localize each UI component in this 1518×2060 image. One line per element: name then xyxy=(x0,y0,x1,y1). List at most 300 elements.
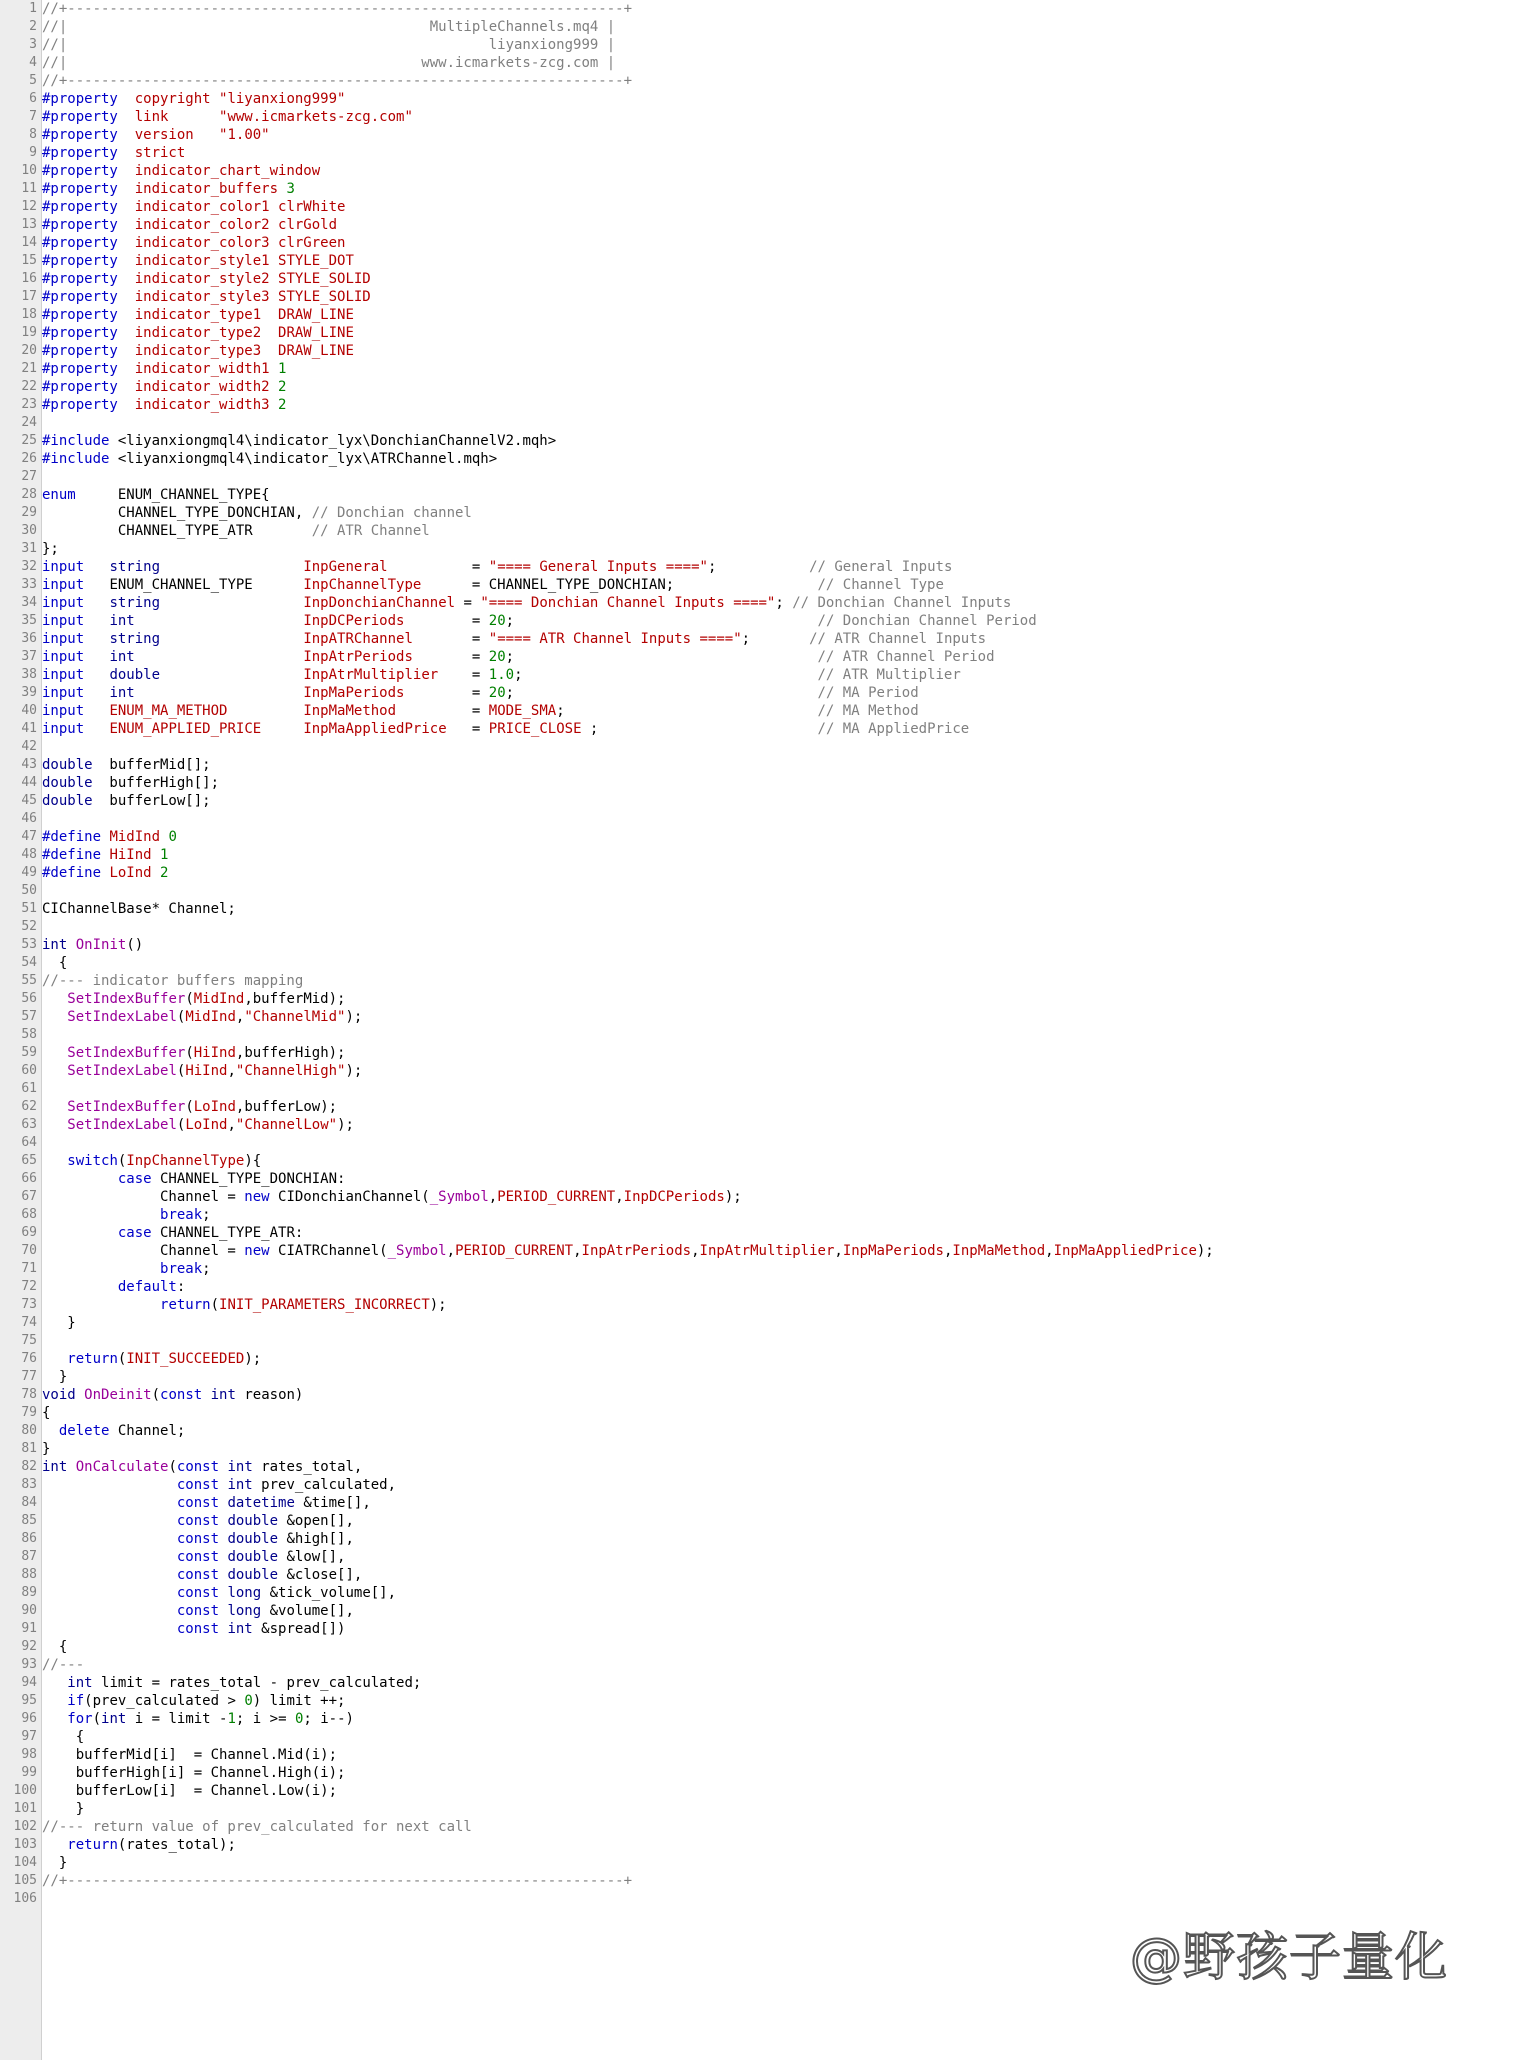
code-line xyxy=(0,756,1518,774)
code-line xyxy=(0,1476,1518,1494)
code-line xyxy=(0,1692,1518,1710)
line-number: 30 xyxy=(21,523,37,538)
line-number: 102 xyxy=(13,1819,37,1834)
line-number: 83 xyxy=(21,1477,37,1492)
line-text: CHANNEL_TYPE_ATR // ATR Channel xyxy=(42,523,430,539)
line-number: 56 xyxy=(21,991,37,1006)
line-text: double bufferMid[]; xyxy=(42,757,211,773)
line-text: #include <liyanxiongmql4\indicator_lyx\ATRChannel.mqh> xyxy=(42,451,498,467)
line-number: 38 xyxy=(21,667,37,682)
line-number: 69 xyxy=(21,1225,37,1240)
line-number: 104 xyxy=(13,1855,37,1870)
code-line xyxy=(0,360,1518,378)
line-text: input ENUM_MA_METHOD InpMaMethod = MODE_SMA; // MA Method xyxy=(42,703,919,719)
code-line xyxy=(0,1872,1518,1890)
line-number: 17 xyxy=(21,289,37,304)
line-number: 6 xyxy=(29,91,37,106)
code-line xyxy=(0,72,1518,90)
code-line xyxy=(0,846,1518,864)
line-number: 16 xyxy=(21,271,37,286)
line-number: 46 xyxy=(21,811,37,826)
code-line xyxy=(0,1224,1518,1242)
line-text: #property link "www.icmarkets-zcg.com" xyxy=(42,109,413,125)
line-text: return(rates_total); xyxy=(67,1837,236,1853)
code-line xyxy=(0,1296,1518,1314)
line-number: 24 xyxy=(21,415,37,430)
code-line xyxy=(0,540,1518,558)
code-line xyxy=(0,1116,1518,1134)
line-number: 78 xyxy=(21,1387,37,1402)
code-line xyxy=(0,180,1518,198)
line-text: const double &low[], xyxy=(176,1549,346,1565)
line-number: 98 xyxy=(21,1747,37,1762)
code-line xyxy=(0,720,1518,738)
line-number: 101 xyxy=(13,1801,37,1816)
line-text: case CHANNEL_TYPE_DONCHIAN: xyxy=(117,1171,346,1187)
code-line xyxy=(0,864,1518,882)
line-text: return(INIT_SUCCEEDED); xyxy=(67,1351,262,1367)
code-line xyxy=(0,1314,1518,1332)
code-line xyxy=(0,522,1518,540)
line-text: bufferLow[i] = Channel.Low(i); xyxy=(42,1783,338,1799)
code-line xyxy=(0,1242,1518,1260)
line-number: 8 xyxy=(29,127,37,142)
line-number: 82 xyxy=(21,1459,37,1474)
line-text: bufferMid[i] = Channel.Mid(i); xyxy=(42,1747,338,1763)
line-text: SetIndexLabel(HiInd,"ChannelHigh"); xyxy=(67,1063,363,1079)
line-text: input double InpAtrMultiplier = 1.0; // ATR Multiplier xyxy=(42,667,961,683)
line-text: } xyxy=(42,1315,76,1331)
line-number: 51 xyxy=(21,901,37,916)
line-text: input string InpGeneral = "==== General Inputs ===="; // General Inputs xyxy=(42,559,953,575)
line-number: 96 xyxy=(21,1711,37,1726)
line-text: double bufferLow[]; xyxy=(42,793,211,809)
code-line xyxy=(0,792,1518,810)
line-text: input int InpMaPeriods = 20; // MA Period xyxy=(42,685,919,701)
line-text: SetIndexLabel(MidInd,"ChannelMid"); xyxy=(67,1009,363,1025)
line-text: //| MultipleChannels.mq4 | xyxy=(42,19,616,35)
line-text: #property indicator_type3 DRAW_LINE xyxy=(42,343,354,359)
code-line xyxy=(0,90,1518,108)
line-number: 11 xyxy=(21,181,37,196)
line-text: { xyxy=(42,1639,68,1655)
line-number: 21 xyxy=(21,361,37,376)
line-number: 63 xyxy=(21,1117,37,1132)
line-number: 70 xyxy=(21,1243,37,1258)
code-line xyxy=(0,270,1518,288)
code-line xyxy=(0,1890,1518,1908)
code-line xyxy=(0,1620,1518,1638)
line-number: 13 xyxy=(21,217,37,232)
code-line xyxy=(0,306,1518,324)
watermark-text: @野孩子量化 xyxy=(1130,1928,1449,1988)
code-line xyxy=(0,558,1518,576)
code-line xyxy=(0,1674,1518,1692)
code-line xyxy=(0,144,1518,162)
line-text: const double &open[], xyxy=(176,1513,354,1529)
line-number: 40 xyxy=(21,703,37,718)
code-line xyxy=(0,1566,1518,1584)
line-number: 4 xyxy=(29,55,37,70)
code-line xyxy=(0,828,1518,846)
code-line xyxy=(0,126,1518,144)
line-number: 12 xyxy=(21,199,37,214)
code-line xyxy=(0,1350,1518,1368)
line-text: Channel = new CIATRChannel(_Symbol,PERIOD_CURRENT,InpAtrPeriods,InpAtrMultiplier,InpMaPeriods,InpMaMethod,InpMaAppliedPrice); xyxy=(42,1243,1214,1259)
code-line xyxy=(0,504,1518,522)
line-number: 2 xyxy=(29,19,37,34)
line-text: #property indicator_style2 STYLE_SOLID xyxy=(42,271,371,287)
code-line xyxy=(0,1206,1518,1224)
line-text: //--- indicator buffers mapping xyxy=(42,973,304,989)
code-line xyxy=(0,1818,1518,1836)
line-number: 86 xyxy=(21,1531,37,1546)
line-number: 29 xyxy=(21,505,37,520)
line-number: 50 xyxy=(21,883,37,898)
line-number: 105 xyxy=(13,1873,37,1888)
code-line xyxy=(0,54,1518,72)
line-number: 34 xyxy=(21,595,37,610)
line-number: 43 xyxy=(21,757,37,772)
line-number: 77 xyxy=(21,1369,37,1384)
line-number: 73 xyxy=(21,1297,37,1312)
code-line xyxy=(0,612,1518,630)
code-line xyxy=(0,1368,1518,1386)
line-number: 1 xyxy=(29,1,37,16)
code-line xyxy=(0,1512,1518,1530)
code-line xyxy=(0,1782,1518,1800)
code-line xyxy=(0,810,1518,828)
code-line xyxy=(0,36,1518,54)
code-line xyxy=(0,702,1518,720)
code-line xyxy=(0,1854,1518,1872)
line-text: input ENUM_APPLIED_PRICE InpMaAppliedPrice = PRICE_CLOSE ; // MA AppliedPrice xyxy=(42,721,970,737)
line-text: input string InpATRChannel = "==== ATR Channel Inputs ===="; // ATR Channel Inputs xyxy=(42,631,987,647)
code-line xyxy=(0,234,1518,252)
line-number: 14 xyxy=(21,235,37,250)
line-text: #define HiInd 1 xyxy=(42,847,169,863)
line-text: const long &volume[], xyxy=(176,1603,354,1619)
line-number: 54 xyxy=(21,955,37,970)
code-line xyxy=(0,342,1518,360)
line-number: 3 xyxy=(29,37,37,52)
line-text: //| liyanxiong999 | xyxy=(42,37,616,53)
code-line xyxy=(0,738,1518,756)
code-line xyxy=(0,378,1518,396)
code-line xyxy=(0,216,1518,234)
line-number: 39 xyxy=(21,685,37,700)
code-line xyxy=(0,1602,1518,1620)
line-number: 48 xyxy=(21,847,37,862)
code-line xyxy=(0,396,1518,414)
line-text: SetIndexLabel(LoInd,"ChannelLow"); xyxy=(67,1117,354,1133)
line-text: #property indicator_type2 DRAW_LINE xyxy=(42,325,354,341)
code-line xyxy=(0,468,1518,486)
line-text: } xyxy=(42,1801,85,1817)
line-number: 93 xyxy=(21,1657,37,1672)
line-text: Channel = new CIDonchianChannel(_Symbol,PERIOD_CURRENT,InpDCPeriods); xyxy=(42,1189,742,1205)
line-number: 58 xyxy=(21,1027,37,1042)
line-number: 53 xyxy=(21,937,37,952)
line-text: enum ENUM_CHANNEL_TYPE{ xyxy=(42,487,270,503)
code-line xyxy=(0,918,1518,936)
line-text: //+------------------------------------------------------------------+ xyxy=(42,1873,633,1889)
line-number: 61 xyxy=(21,1081,37,1096)
code-line xyxy=(0,1008,1518,1026)
code-line xyxy=(0,1134,1518,1152)
line-text: } xyxy=(42,1441,51,1457)
line-number: 7 xyxy=(29,109,37,124)
code-line xyxy=(0,1386,1518,1404)
line-number: 95 xyxy=(21,1693,37,1708)
code-line xyxy=(0,1332,1518,1350)
line-text: #property indicator_color1 clrWhite xyxy=(42,199,346,215)
line-text: return(INIT_PARAMETERS_INCORRECT); xyxy=(160,1297,447,1313)
line-number: 42 xyxy=(21,739,37,754)
code-line xyxy=(0,450,1518,468)
line-text: #property indicator_width1 1 xyxy=(42,361,287,377)
line-text: { xyxy=(42,955,68,971)
line-number: 76 xyxy=(21,1351,37,1366)
code-line xyxy=(0,666,1518,684)
line-number: 84 xyxy=(21,1495,37,1510)
code-line xyxy=(0,0,1518,18)
line-number: 55 xyxy=(21,973,37,988)
line-text: //+------------------------------------------------------------------+ xyxy=(42,73,633,89)
line-text: #property indicator_buffers 3 xyxy=(42,181,295,197)
line-text: //--- xyxy=(42,1657,85,1673)
line-number: 81 xyxy=(21,1441,37,1456)
code-line xyxy=(0,486,1518,504)
line-text: #property indicator_color2 clrGold xyxy=(42,217,338,233)
line-text: } xyxy=(42,1369,68,1385)
line-text: const int &spread[]) xyxy=(176,1621,346,1637)
line-text: const int prev_calculated, xyxy=(176,1477,397,1493)
line-text: } xyxy=(42,1855,68,1871)
line-text: const double &close[], xyxy=(176,1567,363,1583)
line-text: const datetime &time[], xyxy=(176,1495,371,1511)
line-number: 31 xyxy=(21,541,37,556)
line-text: SetIndexBuffer(HiInd,bufferHigh); xyxy=(67,1045,346,1061)
line-number: 66 xyxy=(21,1171,37,1186)
code-line xyxy=(0,1638,1518,1656)
code-line xyxy=(0,1026,1518,1044)
line-number: 19 xyxy=(21,325,37,340)
line-number: 92 xyxy=(21,1639,37,1654)
line-number: 71 xyxy=(21,1261,37,1276)
line-text: SetIndexBuffer(MidInd,bufferMid); xyxy=(67,991,346,1007)
line-text: //--- return value of prev_calculated for next call xyxy=(42,1819,472,1835)
code-line xyxy=(0,414,1518,432)
line-number: 79 xyxy=(21,1405,37,1420)
line-number: 41 xyxy=(21,721,37,736)
code-line xyxy=(0,684,1518,702)
line-text: { xyxy=(42,1729,85,1745)
line-text: CHANNEL_TYPE_DONCHIAN, // Donchian channel xyxy=(42,505,472,521)
line-number: 80 xyxy=(21,1423,37,1438)
line-number: 49 xyxy=(21,865,37,880)
code-line xyxy=(0,252,1518,270)
code-line xyxy=(0,594,1518,612)
line-number: 36 xyxy=(21,631,37,646)
line-number: 57 xyxy=(21,1009,37,1024)
code-line xyxy=(0,432,1518,450)
line-text: const long &tick_volume[], xyxy=(176,1585,397,1601)
code-line xyxy=(0,1494,1518,1512)
code-line xyxy=(0,1800,1518,1818)
code-line xyxy=(0,576,1518,594)
line-number: 32 xyxy=(21,559,37,574)
line-number: 15 xyxy=(21,253,37,268)
code-line xyxy=(0,1548,1518,1566)
line-number: 68 xyxy=(21,1207,37,1222)
code-line xyxy=(0,1440,1518,1458)
code-line xyxy=(0,1530,1518,1548)
line-number: 88 xyxy=(21,1567,37,1582)
code-line xyxy=(0,648,1518,666)
line-text: bufferHigh[i] = Channel.High(i); xyxy=(42,1765,346,1781)
line-number: 18 xyxy=(21,307,37,322)
code-line xyxy=(0,1584,1518,1602)
code-line xyxy=(0,882,1518,900)
line-text: case CHANNEL_TYPE_ATR: xyxy=(117,1225,304,1241)
line-text: if(prev_calculated > 0) limit ++; xyxy=(67,1693,346,1709)
line-number: 65 xyxy=(21,1153,37,1168)
line-number: 59 xyxy=(21,1045,37,1060)
line-text: input ENUM_CHANNEL_TYPE InpChannelType = CHANNEL_TYPE_DONCHIAN; // Channel Type xyxy=(42,577,944,593)
line-number: 103 xyxy=(13,1837,37,1852)
line-number: 72 xyxy=(21,1279,37,1294)
line-text: int limit = rates_total - prev_calculated; xyxy=(67,1675,422,1691)
line-text: break; xyxy=(160,1207,211,1223)
line-number: 94 xyxy=(21,1675,37,1690)
code-line xyxy=(0,1458,1518,1476)
line-text: input string InpDonchianChannel = "==== Donchian Channel Inputs ===="; // Donchian Channel Inputs xyxy=(42,595,1012,611)
line-text: { xyxy=(42,1405,51,1421)
line-text: #define LoInd 2 xyxy=(42,865,169,881)
line-number: 5 xyxy=(29,73,37,88)
line-number: 87 xyxy=(21,1549,37,1564)
line-text: input int InpAtrPeriods = 20; // ATR Channel Period xyxy=(42,649,995,665)
line-number: 45 xyxy=(21,793,37,808)
code-line xyxy=(0,1080,1518,1098)
line-text: #property copyright "liyanxiong999" xyxy=(42,91,346,107)
line-number: 10 xyxy=(21,163,37,178)
line-text: double bufferHigh[]; xyxy=(42,775,220,791)
line-number: 23 xyxy=(21,397,37,412)
code-line xyxy=(0,1044,1518,1062)
code-line xyxy=(0,1656,1518,1674)
line-number: 9 xyxy=(29,145,37,160)
line-text: CIChannelBase* Channel; xyxy=(42,901,236,917)
line-number: 100 xyxy=(13,1783,37,1798)
line-number: 20 xyxy=(21,343,37,358)
line-text: const double &high[], xyxy=(176,1531,354,1547)
line-number: 28 xyxy=(21,487,37,502)
line-text: #property indicator_type1 DRAW_LINE xyxy=(42,307,354,323)
code-line xyxy=(0,1728,1518,1746)
line-text: delete Channel; xyxy=(58,1423,186,1439)
code-line xyxy=(0,108,1518,126)
line-number: 75 xyxy=(21,1333,37,1348)
line-number: 64 xyxy=(21,1135,37,1150)
line-number: 37 xyxy=(21,649,37,664)
line-number: 22 xyxy=(21,379,37,394)
code-line xyxy=(0,936,1518,954)
line-number: 90 xyxy=(21,1603,37,1618)
code-line xyxy=(0,1188,1518,1206)
code-line xyxy=(0,900,1518,918)
line-number: 25 xyxy=(21,433,37,448)
line-number: 52 xyxy=(21,919,37,934)
line-number: 106 xyxy=(13,1891,37,1906)
line-text: #property indicator_color3 clrGreen xyxy=(42,235,346,251)
line-text: break; xyxy=(160,1261,211,1277)
line-text: }; xyxy=(42,541,59,557)
code-line xyxy=(0,630,1518,648)
line-number: 97 xyxy=(21,1729,37,1744)
line-text: int OnCalculate(const int rates_total, xyxy=(42,1459,363,1475)
line-number: 47 xyxy=(21,829,37,844)
line-number: 35 xyxy=(21,613,37,628)
line-number: 60 xyxy=(21,1063,37,1078)
code-line xyxy=(0,1278,1518,1296)
line-text: switch(InpChannelType){ xyxy=(67,1153,262,1169)
line-number: 67 xyxy=(21,1189,37,1204)
line-text: #define MidInd 0 xyxy=(42,829,177,845)
code-line xyxy=(0,18,1518,36)
line-number: 62 xyxy=(21,1099,37,1114)
line-text: default: xyxy=(117,1279,186,1295)
line-text: #include <liyanxiongmql4\indicator_lyx\DonchianChannelV2.mqh> xyxy=(42,433,557,449)
line-number: 74 xyxy=(21,1315,37,1330)
code-line xyxy=(0,288,1518,306)
code-line xyxy=(0,162,1518,180)
code-line xyxy=(0,1152,1518,1170)
line-text: #property indicator_style1 STYLE_DOT xyxy=(42,253,354,269)
line-number: 27 xyxy=(21,469,37,484)
line-number: 44 xyxy=(21,775,37,790)
line-number: 26 xyxy=(21,451,37,466)
code-line xyxy=(0,1260,1518,1278)
code-line xyxy=(0,198,1518,216)
code-line xyxy=(0,972,1518,990)
line-number: 99 xyxy=(21,1765,37,1780)
line-text: //| www.icmarkets-zcg.com | xyxy=(42,55,616,71)
line-text: #property indicator_width3 2 xyxy=(42,397,287,413)
code-line xyxy=(0,1422,1518,1440)
code-line xyxy=(0,1098,1518,1116)
line-text: #property indicator_style3 STYLE_SOLID xyxy=(42,289,371,305)
code-line xyxy=(0,1170,1518,1188)
line-text: input int InpDCPeriods = 20; // Donchian Channel Period xyxy=(42,613,1037,629)
code-line xyxy=(0,990,1518,1008)
line-number: 85 xyxy=(21,1513,37,1528)
code-line xyxy=(0,1746,1518,1764)
line-number: 91 xyxy=(21,1621,37,1636)
line-text: #property strict xyxy=(42,145,186,161)
code-line xyxy=(0,1062,1518,1080)
code-line xyxy=(0,1836,1518,1854)
line-text: #property indicator_width2 2 xyxy=(42,379,287,395)
line-text: for(int i = limit -1; i >= 0; i--) xyxy=(67,1711,354,1727)
line-text: SetIndexBuffer(LoInd,bufferLow); xyxy=(67,1099,338,1115)
line-text: #property version "1.00" xyxy=(42,127,270,143)
line-number: 89 xyxy=(21,1585,37,1600)
code-line xyxy=(0,774,1518,792)
line-text: int OnInit() xyxy=(42,937,144,953)
line-number: 33 xyxy=(21,577,37,592)
